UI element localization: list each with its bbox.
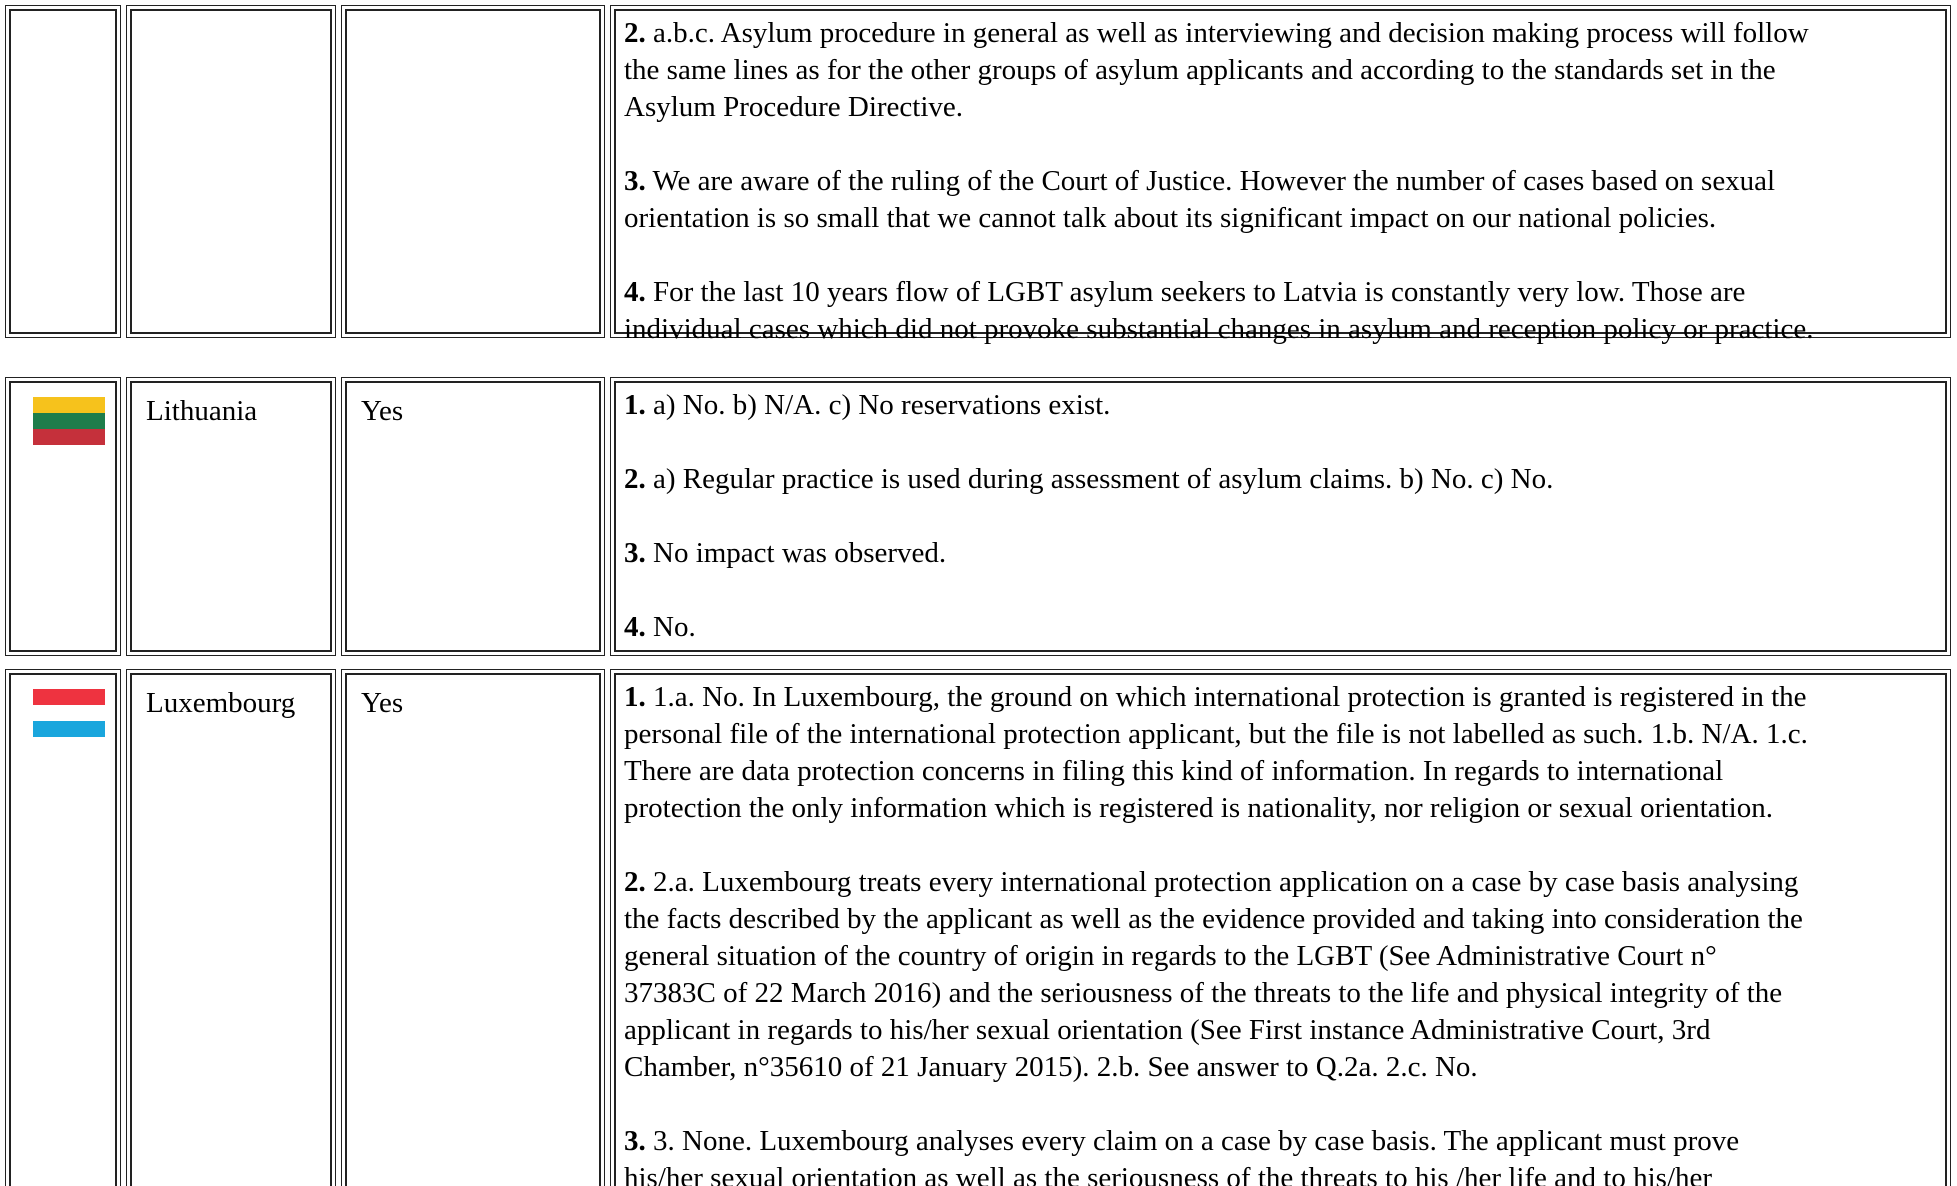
flag-cell <box>9 673 117 1186</box>
question-number: 1. <box>624 389 646 421</box>
response-paragraph <box>624 609 1553 646</box>
country-cell <box>130 673 332 1186</box>
question-number: 4. <box>624 611 646 643</box>
table-row-lithuania <box>0 381 1957 652</box>
response-line: a.b.c. Asylum procedure in general as well as interviewing and decision making process will follow <box>653 17 1809 49</box>
question-number: 4. <box>624 276 646 308</box>
response-paragraph <box>624 864 1808 1086</box>
country-cell <box>130 9 332 334</box>
country-cell <box>130 381 332 652</box>
response-cell <box>614 9 1947 345</box>
response-paragraph <box>624 274 1813 348</box>
response-line: 37383C of 22 March 2016) and the seriousness of the threats to the life and physical integrity of the <box>624 977 1783 1009</box>
response-line: There are data protection concerns in filing this kind of information. In regards to international <box>624 755 1724 787</box>
response-line: We are aware of the ruling of the Court of Justice. However the number of cases based on sexual <box>652 165 1776 197</box>
table-row-luxembourg <box>0 673 1957 1186</box>
flag-stripe <box>33 413 105 429</box>
table-row-latvia-continued <box>0 9 1957 345</box>
response-text <box>624 679 1808 1186</box>
flag-cell <box>9 381 117 652</box>
response-paragraph <box>624 461 1553 498</box>
response-paragraph <box>624 1123 1808 1186</box>
flag-stripe <box>33 705 105 721</box>
flag-stripe <box>33 721 105 737</box>
response-line: a) Regular practice is used during assessment of asylum claims. b) No. c) No. <box>653 463 1554 495</box>
response-line: orientation is so small that we cannot talk about its significant impact on our national policies. <box>624 202 1717 234</box>
response-paragraph <box>624 535 1553 572</box>
country-name: Luxembourg <box>146 687 296 719</box>
response-line: a) No. b) N/A. c) No reservations exist. <box>653 389 1111 421</box>
response-line: 1.a. No. In Luxembourg, the ground on which international protection is granted is registered in the <box>653 681 1807 713</box>
response-text <box>624 387 1553 646</box>
question-number: 3. <box>624 537 646 569</box>
answer-value: Yes <box>361 395 404 427</box>
response-line: personal file of the international protection applicant, but the file is not labelled as such. 1.b. N/A. 1.c. <box>624 718 1808 750</box>
flag-stripe <box>33 397 105 413</box>
flag-stripe <box>33 689 105 705</box>
question-number: 2. <box>624 866 646 898</box>
response-line: protection the only information which is registered is nationality, nor religion or sexual orientation. <box>624 792 1773 824</box>
response-paragraph <box>624 163 1813 237</box>
answer-cell <box>345 381 601 652</box>
response-line: his/her sexual orientation as well as the seriousness of the threats to his /her life and to his/her <box>624 1162 1713 1186</box>
response-line: Chamber, n°35610 of 21 January 2015). 2.b. See answer to Q.2a. 2.c. No. <box>624 1051 1478 1083</box>
answer-value: Yes <box>361 687 404 719</box>
response-line: general situation of the country of origin in regards to the LGBT (See Administrative Court n° <box>624 940 1717 972</box>
response-paragraph <box>624 679 1808 827</box>
response-line: 3. None. Luxembourg analyses every claim on a case by case basis. The applicant must prove <box>653 1125 1740 1157</box>
question-number: 3. <box>624 165 646 197</box>
question-number: 2. <box>624 17 646 49</box>
response-paragraph <box>624 387 1553 424</box>
flag-cell <box>9 9 117 334</box>
luxembourg-flag-icon <box>33 689 105 737</box>
response-line: For the last 10 years flow of LGBT asylum seekers to Latvia is constantly very low. Those are <box>653 276 1746 308</box>
country-name: Lithuania <box>146 395 258 427</box>
response-cell <box>614 673 1947 1186</box>
response-cell <box>614 381 1947 652</box>
response-text <box>624 15 1813 348</box>
response-line: No impact was observed. <box>653 537 947 569</box>
lithuania-flag-icon <box>33 397 105 445</box>
response-line: individual cases which did not provoke substantial changes in asylum and reception policy or practice. <box>624 313 1814 345</box>
response-paragraph <box>624 15 1813 126</box>
question-number: 1. <box>624 681 646 713</box>
response-line: No. <box>653 611 696 643</box>
question-number: 2. <box>624 463 646 495</box>
question-number: 3. <box>624 1125 646 1157</box>
response-line: 2.a. Luxembourg treats every international protection application on a case by case basis analysing <box>653 866 1799 898</box>
answer-cell <box>345 9 601 334</box>
response-line: Asylum Procedure Directive. <box>624 91 964 123</box>
answer-cell <box>345 673 601 1186</box>
response-line: the facts described by the applicant as well as the evidence provided and taking into consideration the <box>624 903 1803 935</box>
response-line: the same lines as for the other groups of asylum applicants and according to the standards set in the <box>624 54 1776 86</box>
flag-stripe <box>33 429 105 445</box>
response-line: applicant in regards to his/her sexual orientation (See First instance Administrative Court, 3rd <box>624 1014 1711 1046</box>
